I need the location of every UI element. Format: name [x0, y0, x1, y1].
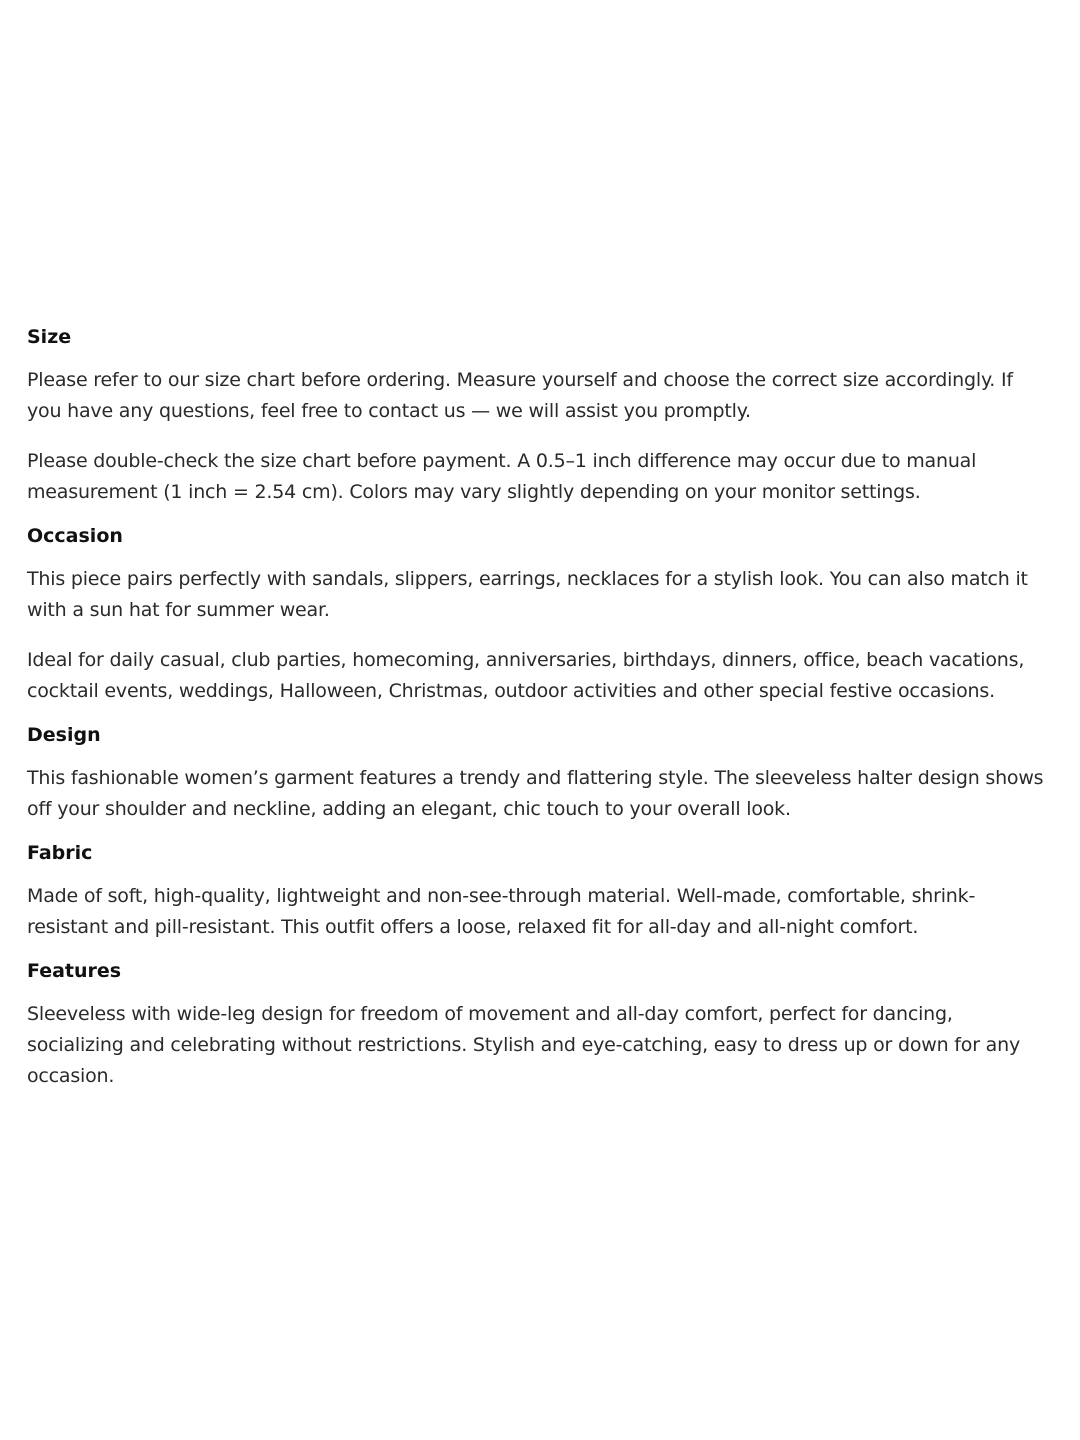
- section-occasion: [27, 522, 1050, 707]
- design-paragraph-1: This fashionable women’s garment features a trendy and flattering style. The sleeveless halter design shows off your shoulder and neckline, adding an elegant, chic touch to your overall look.: [27, 767, 1044, 820]
- features-paragraph-1: Sleeveless with wide-leg design for freedom of movement and all-day comfort, perfect for dancing, socializing and celebrating without restrictions. Stylish and eye-catching, easy to dress up or down for any occasion.: [27, 1003, 1020, 1087]
- section-fabric: [27, 839, 1050, 943]
- section-heading-design: Design: [27, 724, 101, 746]
- section-features: [27, 957, 1050, 1092]
- section-heading-fabric: Fabric: [27, 842, 93, 864]
- section-design: [27, 721, 1050, 825]
- section-heading-occasion: Occasion: [27, 525, 123, 547]
- occasion-paragraph-1: This piece pairs perfectly with sandals, slippers, earrings, necklaces for a stylish look. You can also match it with a sun hat for summer wear.: [27, 568, 1028, 621]
- fabric-paragraph-1: Made of soft, high-quality, lightweight and non-see-through material. Well-made, comfortable, shrink-resistant and pill-resistant. This outfit offers a loose, relaxed fit for all-day and all-night comfort.: [27, 885, 976, 938]
- size-paragraph-2: Please double-check the size chart before payment. A 0.5–1 inch difference may occur due to manual measurement (1 inch = 2.54 cm). Colors may vary slightly depending on your monitor settings.: [27, 450, 977, 503]
- section-heading-features: Features: [27, 960, 122, 982]
- size-paragraph-1: Please refer to our size chart before ordering. Measure yourself and choose the correct size accordingly. If you have any questions, feel free to contact us — we will assist you promptly.: [27, 369, 1013, 422]
- section-heading-size: Size: [27, 326, 72, 348]
- section-size: [27, 323, 1050, 508]
- occasion-paragraph-2: Ideal for daily casual, club parties, homecoming, anniversaries, birthdays, dinners, office, beach vacations, cocktail events, weddings, Halloween, Christmas, outdoor activities and other special festive occasions.: [27, 649, 1025, 702]
